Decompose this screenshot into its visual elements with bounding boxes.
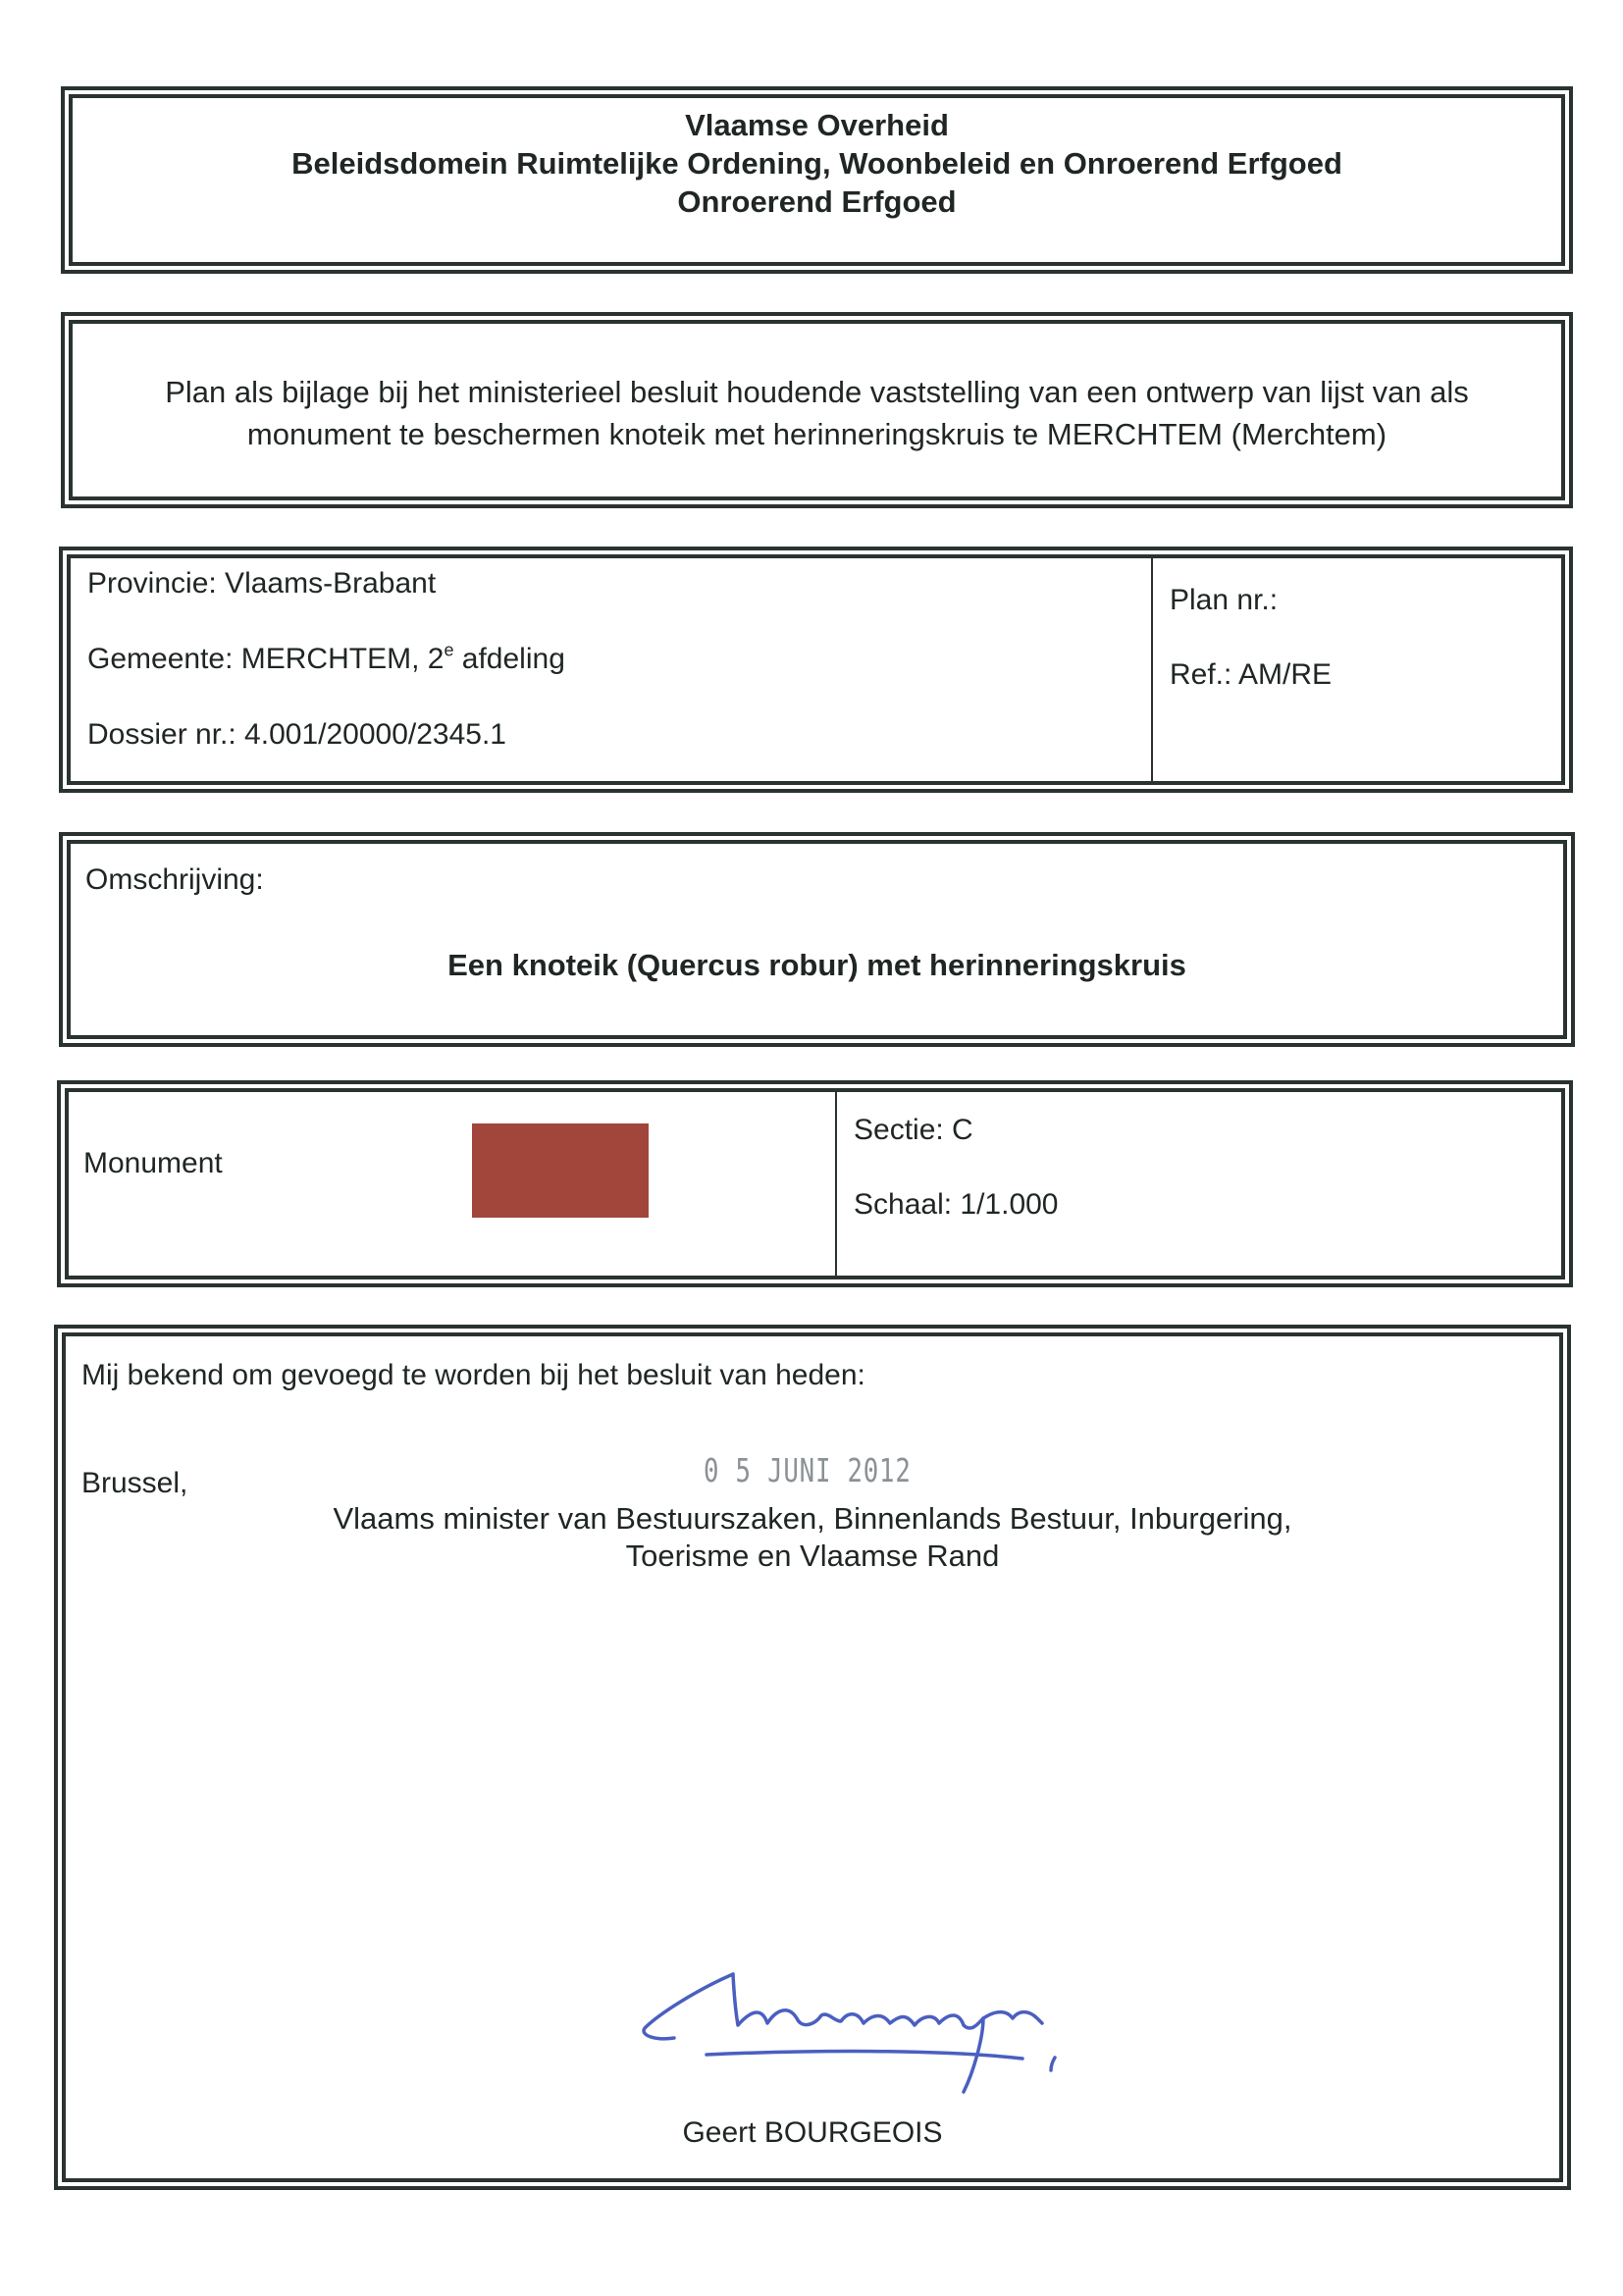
gemeente-text: Gemeente: MERCHTEM, 2 [87, 643, 445, 675]
plan-description-inner [69, 320, 1565, 500]
header-box [61, 86, 1573, 274]
place-label: Brussel, [81, 1467, 188, 1499]
minister-title-line1: Vlaams minister van Bestuurszaken, Binnenlands Bestuur, Inburgering, [333, 1501, 1292, 1536]
provincie-field: Provincie: Vlaams-Brabant [87, 567, 437, 600]
omschrijving-inner [67, 840, 1567, 1039]
legend-monument-label: Monument [83, 1147, 223, 1179]
date-stamp: 0 5 JUNI 2012 [704, 1451, 912, 1489]
omschrijving-text: Een knoteik (Quercus robur) met herinneringskruis [447, 948, 1186, 982]
signatory-name: Geert BOURGEOIS [682, 2116, 943, 2149]
gemeente-superscript: e [444, 640, 454, 660]
signature-inner [62, 1332, 1563, 2182]
ref-field: Ref.: AM/RE [1170, 658, 1333, 691]
plan-description-line1: Plan als bijlage bij het ministerieel besluit houdende vaststelling van een ontwerp van lijst van als [165, 375, 1469, 409]
monument-color-swatch [472, 1123, 649, 1218]
plan-description-line2: monument te beschermen knoteik met herinneringskruis te MERCHTEM (Merchtem) [246, 417, 1387, 451]
location-inner [67, 554, 1565, 785]
schaal-field: Schaal: 1/1.000 [854, 1188, 1059, 1221]
sectie-field: Sectie: C [854, 1114, 973, 1146]
signature-box [54, 1325, 1571, 2190]
plan-nr-field: Plan nr.: [1170, 584, 1279, 616]
legend-box [57, 1080, 1573, 1287]
location-divider [1151, 558, 1153, 781]
legend-inner [65, 1088, 1565, 1279]
header-agency: Onroerend Erfgoed [677, 184, 957, 219]
acknowledgement-text: Mij bekend om gevoegd te worden bij het besluit van heden: [81, 1359, 865, 1391]
plan-description-box [61, 312, 1573, 508]
location-box [59, 547, 1573, 793]
omschrijving-box [59, 832, 1575, 1047]
header-box-inner [69, 94, 1565, 266]
gemeente-field [87, 640, 565, 676]
header-org: Vlaamse Overheid [685, 108, 949, 142]
dossier-field: Dossier nr.: 4.001/20000/2345.1 [87, 718, 506, 751]
handwritten-signature-icon [640, 1964, 1170, 2102]
minister-title-line2: Toerisme en Vlaamse Rand [625, 1539, 1000, 1573]
omschrijving-label: Omschrijving: [85, 863, 264, 896]
header-domain: Beleidsdomein Ruimtelijke Ordening, Woonbeleid en Onroerend Erfgoed [291, 146, 1342, 181]
gemeente-suffix: afdeling [453, 643, 565, 675]
legend-divider [835, 1092, 837, 1276]
